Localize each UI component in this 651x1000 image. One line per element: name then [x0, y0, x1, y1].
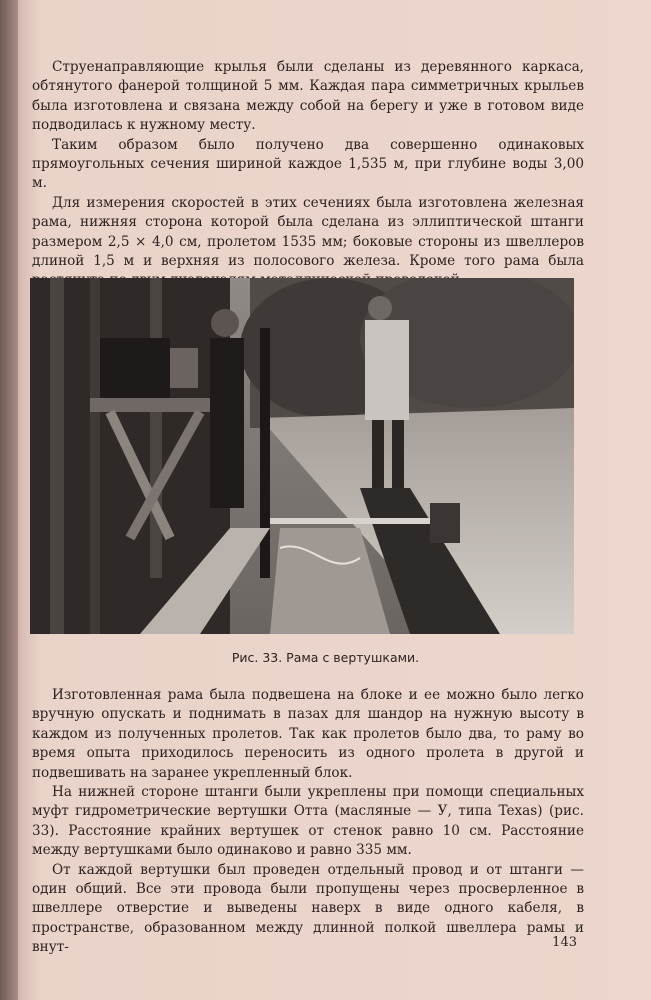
paragraph: От каждой вертушки был проведен отдельный провод и от штанги — один общий. Все эти провода были пропущены через просверленное в швеллере отверстие и выведены наверх в виде одного кабеля, в пространстве, образованном между длинной полкой швеллера рамы и внут- — [32, 861, 584, 956]
text-block-top — [32, 58, 584, 291]
figure-caption: Рис. 33. Рама с вертушками. — [231, 650, 420, 665]
photo-illustration — [30, 278, 574, 634]
page-number: 143 — [552, 935, 577, 950]
paragraph: Струенаправляющие крылья были сделаны из деревянного каркаса, обтянутого фанерой толщиной 5 мм. Каждая пара симметричных крыльев была изготовлена и связана между собой на берегу и уже в готовом виде подводилась к нужному месту. — [32, 59, 584, 134]
text-block-bottom — [32, 686, 584, 958]
paragraph: Для измерения скоростей в этих сечениях была изготовлена железная рама, нижняя сторона которой была сделана из эллиптической штанги размером 2,5 × 4,0 см, пролетом 1535 мм; боковые стороны из швеллеров длиной 1,5 м и верхняя из полосового железа. Кроме того рама была — [32, 194, 584, 270]
paragraph: Изготовленная рама была подвешена на блоке и ее можно было легко вручную опускать и поднимать в пазах для шандор на нужную высоту в каждом из полученных пролетов. Так как пролетов было два, то раму во время опыта приходилось переносить из одного пролета в другой и подвешивать на заранее укрепленный блок. — [32, 687, 584, 781]
paragraph: Таким образом было получено два совершенно одинаковых прямоугольных сечения шириной каждое 1,535 м, при глубине воды 3,00 м. — [32, 136, 584, 192]
paragraph: На нижней стороне штанги были укреплены при помощи специальных муфт гидрометрические вертушки Отта (масляные — У, типа Texas) (рис. 33). Расстояние крайних вертушек от стенок равно 10 см. Расстояние между вертушками было одинаково и равно 335 мм. — [32, 784, 584, 859]
figure-photo — [30, 278, 574, 634]
book-spine — [0, 0, 18, 1000]
